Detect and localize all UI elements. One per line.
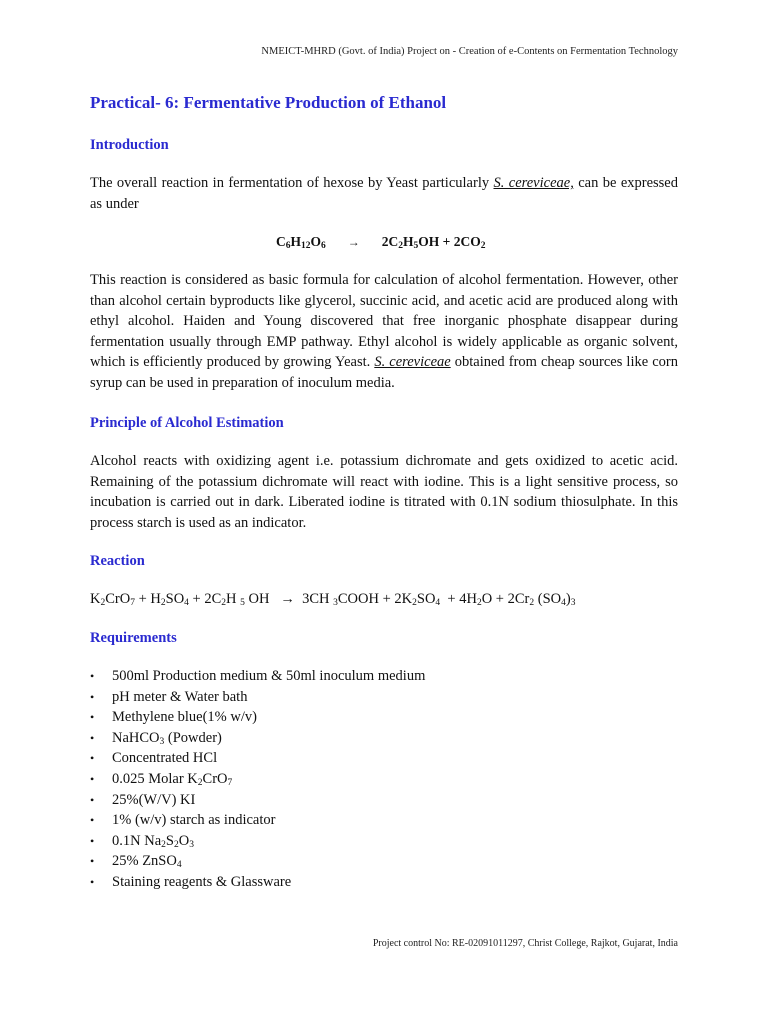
formula-text: Concentrated HCl [112, 750, 218, 767]
bullet-icon: • [90, 771, 95, 786]
intro-p2-text-end: obtained from cheap sources like corn syrup can be used in preparation of inoculum media. [90, 354, 678, 391]
principle-paragraph: Alcohol reacts with oxidizing agent i.e. potassium dichromate and gets oxidized to acetic acid. Remaining of the potassium dichromate will react with iodine. This is a light sensitive process, so incubation is carried out in dark. Liberated iodine is titrated with 0.1N sodium thiosulphate. In this process starch is used as an indicator. [90, 453, 678, 531]
formula-subscript: 4 [561, 598, 566, 608]
formula-subscript: 7 [227, 777, 233, 788]
bullet-icon: • [90, 669, 95, 683]
formula-subscript: 5 [240, 598, 245, 608]
list-item [90, 851, 425, 872]
eq-term: H [290, 234, 302, 249]
eq-subscript: 6 [321, 241, 326, 251]
formula-subscript: 3 [570, 598, 576, 608]
fermentation-equation [276, 234, 486, 250]
heading-principle: Principle of Alcohol Estimation [90, 415, 284, 431]
formula-text: OH [244, 591, 270, 607]
formula-text: Methylene blue(1% w/v) [112, 709, 257, 726]
formula-subscript: 2 [529, 598, 535, 608]
eq-subscript: 5 [413, 241, 419, 251]
formula-text: O + 2Cr [481, 591, 530, 607]
formula-subscript: 2 [412, 598, 417, 608]
formula-text: 25% ZnSO [112, 853, 177, 870]
formula-subscript: 2 [100, 598, 106, 608]
formula-text: Staining reagents & Glassware [112, 873, 292, 890]
list-item [90, 666, 425, 687]
list-item [90, 831, 425, 852]
formula-text: CrO [105, 591, 131, 607]
species-name: S. cereviceae [374, 354, 451, 370]
formula-text: SO [165, 591, 185, 607]
formula-text: H [226, 591, 241, 607]
page-title: Practical- 6: Fermentative Production of Ethanol [90, 93, 447, 112]
bullet-icon: • [90, 792, 95, 807]
formula-text: NaHCO [112, 729, 160, 746]
formula-text: ) [565, 591, 571, 607]
formula-subscript: 7 [130, 598, 135, 608]
formula-subscript: 2 [173, 839, 179, 850]
formula-text: pH meter & Water bath [112, 688, 248, 705]
intro-paragraph-2 [90, 270, 678, 393]
heading-introduction: Introduction [90, 137, 169, 153]
heading-reaction: Reaction [90, 553, 145, 569]
intro-p1-text: The overall reaction in fermentation of hexose by Yeast particularly [90, 175, 494, 191]
list-item [90, 769, 425, 790]
formula-text: COOH + 2K [337, 591, 413, 607]
formula-text: + 4H [440, 591, 477, 607]
list-item [90, 687, 425, 708]
formula-text: 0.025 Molar K [112, 770, 198, 787]
formula-subscript: 2 [160, 598, 166, 608]
intro-p1-text-end: can be expressed as under [90, 175, 678, 212]
formula-text: → 3CH [269, 591, 334, 607]
formula-text: SO [416, 591, 436, 607]
bullet-icon: • [90, 689, 95, 704]
intro-paragraph-1 [90, 173, 678, 214]
bullet-icon: • [90, 730, 95, 745]
heading-requirements: Requirements [90, 630, 177, 646]
reaction-equation [90, 591, 575, 608]
formula-text: 1% (w/v) starch as indicator [112, 812, 276, 829]
eq-subscript: 2 [480, 241, 486, 251]
formula-subscript: 2 [161, 839, 166, 850]
requirements-list [90, 666, 425, 893]
formula-subscript: 4 [184, 598, 189, 608]
bullet-icon: • [90, 813, 95, 828]
page-footer: Project control No: RE-02091011297, Christ College, Rajkot, Gujarat, India [372, 938, 678, 949]
formula-text: CrO [202, 770, 228, 787]
eq-term: C [276, 234, 286, 249]
formula-subscript: 4 [176, 860, 182, 871]
formula-text: 0.1N Na [112, 832, 162, 849]
formula-text: + 2C [188, 591, 222, 607]
eq-subscript: 2 [398, 241, 404, 251]
bullet-icon: • [90, 710, 95, 725]
formula-text: O [178, 832, 190, 849]
list-item [90, 872, 425, 893]
formula-subscript: 4 [435, 598, 441, 608]
eq-term: H [403, 234, 414, 249]
intro-p2-text: This reaction is considered as basic formula for calculation of alcohol fermentation. However, other than alcohol certain byproducts like glycerol, succinic acid, and acetic acid are produced along with ethyl alcohol. Haiden and Young discovered that free inorganic phosphate disappear during fermentation usually through EMP pathway. Ethyl alcohol is widely applicable as organic solvent, which is efficiently produced by growing Yeast. [90, 272, 678, 370]
bullet-icon: • [90, 751, 95, 766]
eq-term: O [310, 234, 322, 249]
formula-text: + H [134, 591, 161, 607]
formula-text: 25%(W/V) KI [112, 791, 196, 808]
formula-subscript: 3 [159, 736, 165, 747]
formula-text: (SO [534, 591, 562, 607]
formula-subscript: 2 [476, 598, 482, 608]
eq-term: 2C [381, 234, 399, 249]
formula-subscript: 2 [221, 598, 227, 608]
arrow-icon: → [347, 235, 360, 249]
list-item [90, 790, 425, 811]
list-item [90, 810, 425, 831]
formula-subscript: 3 [189, 839, 194, 850]
bullet-icon: • [90, 874, 95, 889]
bullet-icon: • [90, 833, 95, 848]
formula-text: 500ml Production medium & 50ml inoculum medium [112, 668, 426, 684]
list-item [90, 707, 425, 728]
list-item [90, 728, 425, 749]
list-item [90, 748, 425, 769]
formula-subscript: 3 [333, 598, 338, 608]
formula-text: K [90, 591, 101, 607]
page-header: NMEICT-MHRD (Govt. of India) Project on - Creation of e-Contents on Fermentation Technology [261, 46, 678, 57]
eq-subscript: 6 [285, 241, 291, 251]
formula-text: S [165, 832, 174, 849]
formula-subscript: 2 [197, 777, 203, 788]
species-name: S. cereviceae, [493, 175, 574, 191]
formula-text: (Powder) [164, 729, 222, 746]
bullet-icon: • [90, 854, 95, 869]
eq-term: OH + 2CO [418, 234, 481, 249]
eq-subscript: 12 [301, 241, 311, 251]
